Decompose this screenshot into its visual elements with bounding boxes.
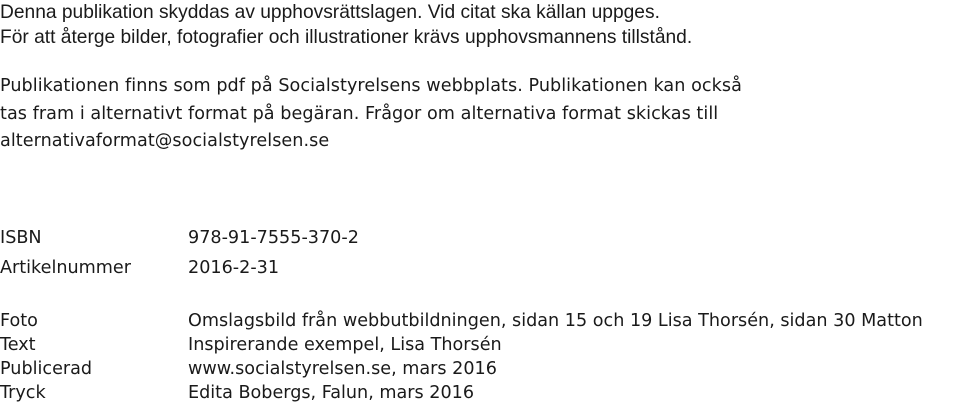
article-number-value: 2016-2-31 xyxy=(188,258,280,278)
published-label: Publicerad xyxy=(0,359,93,379)
print-value: Edita Bobergs, Falun, mars 2016 xyxy=(188,383,475,403)
alternative-format-email-link[interactable]: alternativaformat@socialstyrelsen.se xyxy=(0,131,330,151)
published-value: www.socialstyrelsen.se, mars 2016 xyxy=(188,359,497,379)
article-number-row xyxy=(0,253,923,283)
pdf-info-line-2: tas fram i alternativt format på begäran. Frågor om alternativa format skickas till xyxy=(0,103,719,124)
text-credit-row xyxy=(0,333,923,357)
photo-credit-row xyxy=(0,307,923,333)
copyright-line-2: För att återge bilder, fotografier och illustrationer krävs upphovsmannens tillstånd. xyxy=(0,27,693,48)
copyright-notice xyxy=(0,0,692,50)
photo-credit-value: Omslagsbild från webbutbildningen, sidan 15 och 19 Lisa Thorsén, sidan 30 Matton xyxy=(188,311,923,331)
pdf-info-line-1: Publikationen finns som pdf på Socialstyrelsens webbplats. Publikationen kan också xyxy=(0,76,742,96)
copyright-line-1: Denna publikation skyddas av upphovsrättslagen. Vid citat ska källan uppges. xyxy=(0,2,660,23)
photo-label: Foto xyxy=(0,311,38,331)
text-label: Text xyxy=(0,335,36,355)
isbn-label: ISBN xyxy=(0,228,42,248)
article-number-label: Artikelnummer xyxy=(0,258,131,278)
text-credit-value: Inspirerande exempel, Lisa Thorsén xyxy=(188,335,502,355)
isbn-row xyxy=(0,223,923,253)
pdf-availability-notice xyxy=(0,73,742,156)
isbn-value: 978-91-7555-370-2 xyxy=(188,228,359,248)
publication-details-table xyxy=(0,223,923,405)
table-spacer xyxy=(0,283,923,307)
published-row xyxy=(0,357,923,381)
print-label: Tryck xyxy=(0,383,46,403)
print-row xyxy=(0,381,923,405)
